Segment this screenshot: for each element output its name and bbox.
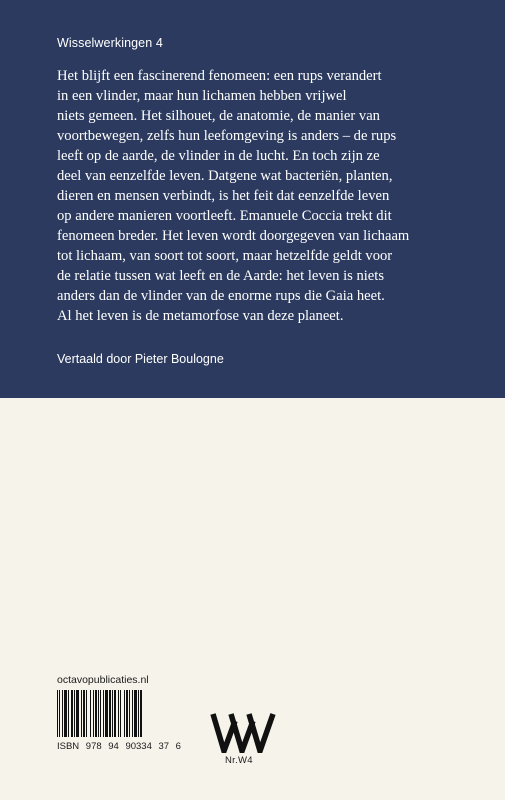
- blurb-line: niets gemeen. Het silhouet, de anatomie, de manier van: [57, 108, 380, 124]
- barcode-bar: [138, 690, 139, 737]
- w-monogram-logo-icon: [210, 713, 276, 753]
- barcode-bar: [109, 690, 111, 737]
- barcode-bar: [76, 690, 79, 737]
- back-cover-blurb: [57, 66, 477, 326]
- barcode-bar: [90, 690, 91, 737]
- isbn-group: 6: [175, 741, 181, 752]
- barcode-bar: [103, 690, 104, 737]
- isbn-group: 37: [158, 741, 170, 752]
- barcode-bar: [132, 690, 133, 737]
- isbn-group: 94: [108, 741, 119, 752]
- blurb-line: voortbewegen, zelfs hun leefomgeving is anders – de rups: [57, 128, 397, 144]
- barcode-bar: [134, 690, 137, 737]
- barcode-bar: [93, 690, 94, 737]
- barcode-bar: [68, 690, 69, 737]
- barcode-bar: [118, 690, 119, 737]
- barcode-bar: [114, 690, 116, 737]
- barcode-bar: [124, 690, 125, 737]
- barcode-bar: [59, 690, 60, 737]
- barcode-bar: [57, 690, 58, 737]
- publisher-website: octavopublicaties.nl: [57, 674, 149, 686]
- cover-top-panel: [0, 0, 505, 398]
- barcode-bar: [95, 690, 97, 737]
- blurb-line: de relatie tussen wat leeft en de Aarde: het leven is niets: [57, 268, 385, 284]
- barcode-bar: [62, 690, 63, 737]
- blurb-line: op andere manieren voortleeft. Emanuele Coccia trekt dit: [57, 208, 392, 224]
- barcode-bar: [140, 690, 142, 737]
- barcode-bar: [83, 690, 85, 737]
- isbn-barcode: [57, 690, 179, 737]
- barcode-bar: [120, 690, 121, 737]
- isbn-number: [57, 741, 181, 752]
- blurb-line: in een vlinder, maar hun lichamen hebben vrijwel: [57, 88, 347, 104]
- barcode-bar: [112, 690, 113, 737]
- barcode-bar: [105, 690, 108, 737]
- series-number: Nr.W4: [225, 755, 253, 766]
- blurb-line: anders dan de vlinder van de enorme rups die Gaia heet.: [57, 288, 385, 304]
- barcode-bar: [129, 690, 130, 737]
- blurb-line: fenomeen breder. Het leven wordt doorgegeven van lichaam: [57, 228, 410, 244]
- blurb-line: Al het leven is de metamorfose van deze planeet.: [57, 308, 344, 324]
- barcode-bar: [74, 690, 75, 737]
- barcode-bar: [64, 690, 67, 737]
- series-title: Wisselwerkingen 4: [57, 36, 163, 50]
- isbn-group: 978: [85, 741, 102, 752]
- barcode-bar: [71, 690, 73, 737]
- barcode-bar: [100, 690, 101, 737]
- isbn-group: 90334: [125, 741, 152, 752]
- translator-credit: Vertaald door Pieter Boulogne: [57, 352, 224, 366]
- barcode-bar: [98, 690, 99, 737]
- blurb-line: Het blijft een fascinerend fenomeen: een rups verandert: [57, 68, 382, 84]
- barcode-bar: [81, 690, 82, 737]
- barcode-bar: [126, 690, 128, 737]
- barcode-bar: [86, 690, 87, 737]
- blurb-line: deel van eenzelfde leven. Datgene wat bacteriën, planten,: [57, 168, 393, 184]
- blurb-line: tot lichaam, van soort tot soort, maar hetzelfde geldt voor: [57, 248, 393, 264]
- blurb-line: dieren en mensen verbindt, is het feit dat eenzelfde leven: [57, 188, 390, 204]
- isbn-label: ISBN: [57, 741, 80, 752]
- blurb-line: leeft op de aarde, de vlinder in de lucht. En toch zijn ze: [57, 148, 380, 164]
